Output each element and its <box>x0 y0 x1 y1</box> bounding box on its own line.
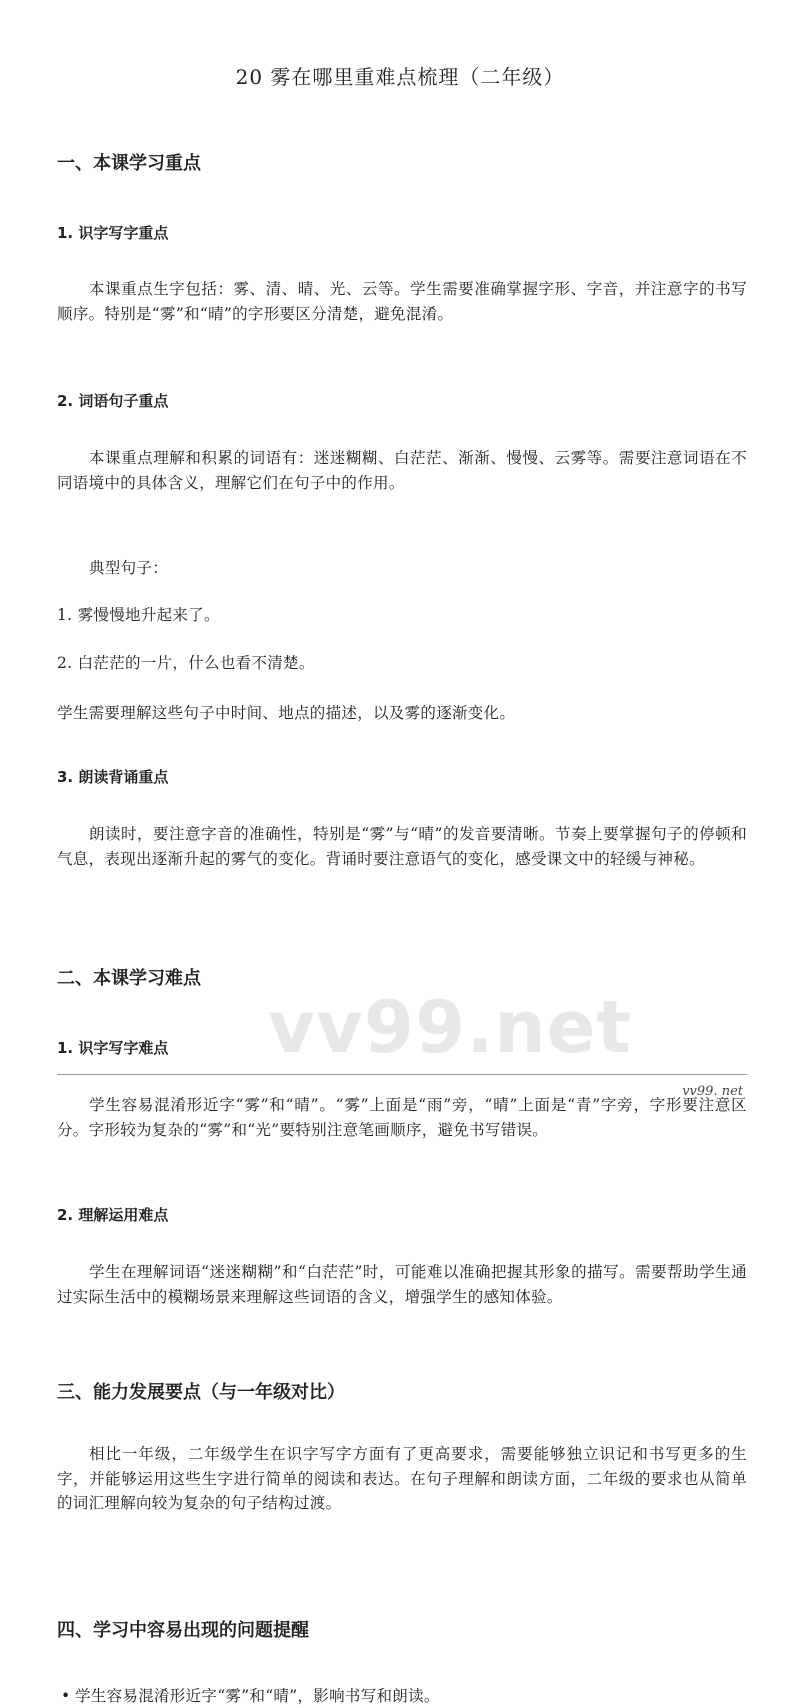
section1-sub3-heading: 3. 朗读背诵重点 <box>57 766 747 788</box>
section1-sub2-heading: 2. 词语句子重点 <box>57 390 747 412</box>
section1-heading: 一、本课学习重点 <box>57 151 747 177</box>
example-item: 1. 雾慢慢地升起来了。 <box>57 603 747 628</box>
section1-sub1-heading: 1. 识字写字重点 <box>57 222 747 244</box>
section2-heading: 二、本课学习难点 <box>57 966 747 992</box>
section2-sub2-heading: 2. 理解运用难点 <box>57 1204 747 1226</box>
section3-heading: 三、能力发展要点（与一年级对比） <box>57 1380 747 1406</box>
examples-label: 典型句子： <box>57 556 779 581</box>
section1-sub3-text: 朗读时，要注意字音的准确性，特别是“雾”与“晴”的发音要清晰。节奏上要掌握句子的停顿和气息，表现出逐渐升起的雾气的变化。背诵时要注意语气的变化，感受课文中的轻缓与神秘。 <box>57 822 747 871</box>
watermark: vv99.net <box>268 985 632 1069</box>
section1-sub2-text: 本课重点理解和积累的词语有：迷迷糊糊、白茫茫、渐渐、慢慢、云雾等。需要注意词语在不同语境中的具体含义，理解它们在句子中的作用。 <box>57 446 747 495</box>
section2-sub1-heading: 1. 识字写字难点 <box>57 1037 747 1059</box>
footer-divider <box>57 1074 747 1075</box>
bullet-icon: • <box>61 1684 70 1708</box>
section3-text: 相比一年级，二年级学生在识字写字方面有了更高要求，需要能够独立识记和书写更多的生字，并能够运用这些生字进行简单的阅读和表达。在句子理解和朗读方面，二年级的要求也从简单的词汇理解向较为复杂的句子结构过渡。 <box>57 1442 747 1516</box>
bullet-text: 学生容易混淆形近字“雾”和“晴”，影响书写和朗读。 <box>75 1687 440 1705</box>
section2-sub1-text: 学生容易混淆形近字“雾”和“晴”。“雾”上面是“雨”旁，“晴”上面是“青”字旁，字形要注意区分。字形较为复杂的“雾”和“光”要特别注意笔画顺序，避免书写错误。 <box>57 1093 747 1142</box>
example-item: 2. 白茫茫的一片，什么也看不清楚。 <box>57 651 747 676</box>
bullet-item <box>57 1684 765 1708</box>
section4-heading: 四、学习中容易出现的问题提醒 <box>57 1618 747 1644</box>
section2-sub2-text: 学生在理解词语“迷迷糊糊”和“白茫茫”时，可能难以准确把握其形象的描写。需要帮助学生通过实际生活中的模糊场景来理解这些词语的含义，增强学生的感知体验。 <box>57 1260 747 1309</box>
footer-site: vv99. net <box>682 1084 743 1099</box>
page-title: 20 雾在哪里重难点梳理（二年级） <box>0 62 800 92</box>
examples-summary: 学生需要理解这些句子中时间、地点的描述，以及雾的逐渐变化。 <box>57 701 747 726</box>
section1-sub1-text: 本课重点生字包括：雾、清、晴、光、云等。学生需要准确掌握字形、字音，并注意字的书写顺序。特别是“雾”和“晴”的字形要区分清楚，避免混淆。 <box>57 277 747 326</box>
